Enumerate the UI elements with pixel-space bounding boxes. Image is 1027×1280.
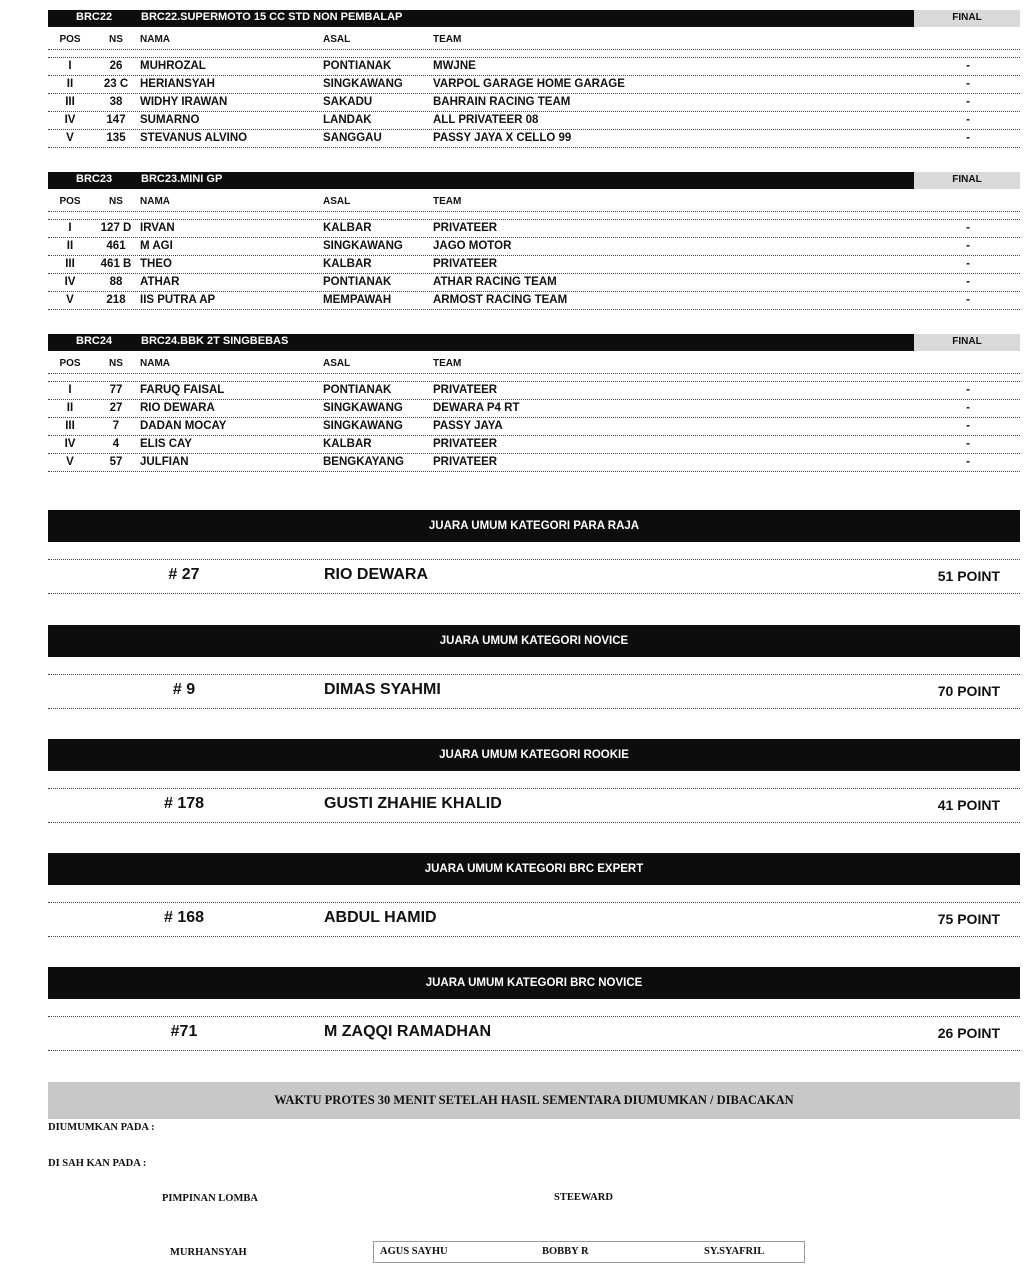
table-row bbox=[48, 94, 1020, 112]
champion-brc-novice bbox=[48, 967, 1020, 1051]
table-row bbox=[48, 292, 1020, 310]
cell-points: - bbox=[966, 456, 970, 468]
cell-asal: SANGGAU bbox=[323, 132, 382, 144]
cell-nama: MUHROZAL bbox=[140, 60, 206, 72]
cell-asal: SINGKAWANG bbox=[323, 240, 403, 252]
cell-points: - bbox=[966, 114, 970, 126]
cell-ns: 38 bbox=[109, 96, 123, 108]
champion-points: 26 POINT bbox=[937, 1025, 1000, 1041]
cell-team: ATHAR RACING TEAM bbox=[433, 276, 557, 288]
cell-asal: KALBAR bbox=[323, 258, 372, 270]
cell-points: - bbox=[966, 438, 970, 450]
cell-points: - bbox=[966, 222, 970, 234]
race-header bbox=[48, 10, 1020, 27]
steward-name: AGUS SAYHU bbox=[380, 1246, 448, 1257]
cell-pos: I bbox=[68, 384, 72, 396]
announced-label: DIUMUMKAN PADA : bbox=[48, 1122, 155, 1133]
cell-team: PRIVATEER bbox=[433, 384, 498, 396]
race-name: BRC24.BBK 2T SINGBEBAS bbox=[141, 335, 289, 347]
header-team: TEAM bbox=[433, 34, 462, 45]
race-code: BRC23 bbox=[76, 173, 113, 185]
cell-asal: SINGKAWANG bbox=[323, 402, 403, 414]
table-row bbox=[48, 256, 1020, 274]
header-ns: NS bbox=[109, 196, 123, 207]
race-name: BRC23.MINI GP bbox=[141, 173, 223, 185]
table-row bbox=[48, 238, 1020, 256]
cell-asal: PONTIANAK bbox=[323, 276, 392, 288]
champion-title: JUARA UMUM KATEGORI PARA RAJA bbox=[48, 510, 1020, 542]
race-header bbox=[48, 334, 1020, 351]
champion-entry bbox=[48, 1017, 1020, 1051]
race-results-brc23 bbox=[48, 172, 1020, 310]
cell-pos: III bbox=[65, 258, 75, 270]
cell-ns: 77 bbox=[109, 384, 123, 396]
cell-pos: II bbox=[66, 240, 74, 252]
header-asal: ASAL bbox=[323, 358, 351, 369]
champion-points: 75 POINT bbox=[937, 911, 1000, 927]
race-results-brc24 bbox=[48, 334, 1020, 472]
cell-nama: RIO DEWARA bbox=[140, 402, 215, 414]
cell-pos: II bbox=[66, 402, 74, 414]
cell-ns: 218 bbox=[106, 294, 126, 306]
cell-ns: 461 bbox=[106, 240, 126, 252]
column-headers bbox=[48, 192, 1020, 212]
cell-team: ARMOST RACING TEAM bbox=[433, 294, 568, 306]
cell-nama: FARUQ FAISAL bbox=[140, 384, 225, 396]
cell-ns: 26 bbox=[109, 60, 123, 72]
steward-name: SY.SYAFRIL bbox=[704, 1246, 765, 1257]
cell-asal: KALBAR bbox=[323, 438, 372, 450]
cell-asal: PONTIANAK bbox=[323, 60, 392, 72]
cell-ns: 127 D bbox=[100, 222, 132, 234]
cell-nama: SUMARNO bbox=[140, 114, 200, 126]
cell-team: ALL PRIVATEER 08 bbox=[433, 114, 539, 126]
race-status: FINAL bbox=[914, 10, 1020, 27]
cell-nama: WIDHY IRAWAN bbox=[140, 96, 228, 108]
header-nama: NAMA bbox=[140, 196, 170, 207]
cell-team: PRIVATEER bbox=[433, 258, 498, 270]
champion-novice bbox=[48, 625, 1020, 709]
cell-nama: M AGI bbox=[140, 240, 173, 252]
champion-entry bbox=[48, 675, 1020, 709]
cell-team: DEWARA P4 RT bbox=[433, 402, 520, 414]
header-pos: POS bbox=[59, 196, 81, 207]
cell-points: - bbox=[966, 276, 970, 288]
cell-nama: HERIANSYAH bbox=[140, 78, 215, 90]
champion-entry bbox=[48, 560, 1020, 594]
cell-points: - bbox=[966, 60, 970, 72]
cell-nama: THEO bbox=[140, 258, 172, 270]
cell-team: JAGO MOTOR bbox=[433, 240, 512, 252]
race-director-name: MURHANSYAH bbox=[170, 1247, 247, 1258]
table-row bbox=[48, 274, 1020, 292]
champion-number: # 9 bbox=[172, 681, 196, 698]
champion-points: 70 POINT bbox=[937, 683, 1000, 699]
table-row bbox=[48, 382, 1020, 400]
cell-team: PASSY JAYA X CELLO 99 bbox=[433, 132, 572, 144]
cell-pos: V bbox=[66, 294, 74, 306]
header-asal: ASAL bbox=[323, 34, 351, 45]
header-pos: POS bbox=[59, 34, 81, 45]
header-asal: ASAL bbox=[323, 196, 351, 207]
cell-ns: 88 bbox=[109, 276, 123, 288]
cell-ns: 57 bbox=[109, 456, 123, 468]
cell-nama: ATHAR bbox=[140, 276, 180, 288]
champion-number: # 168 bbox=[163, 909, 205, 926]
cell-team: VARPOL GARAGE HOME GARAGE bbox=[433, 78, 625, 90]
race-header bbox=[48, 172, 1020, 189]
cell-points: - bbox=[966, 96, 970, 108]
header-pos: POS bbox=[59, 358, 81, 369]
cell-nama: IIS PUTRA AP bbox=[140, 294, 216, 306]
cell-points: - bbox=[966, 294, 970, 306]
table-row bbox=[48, 58, 1020, 76]
cell-pos: I bbox=[68, 222, 72, 234]
cell-asal: BENGKAYANG bbox=[323, 456, 404, 468]
header-team: TEAM bbox=[433, 358, 462, 369]
champion-brc-expert bbox=[48, 853, 1020, 937]
champion-title: JUARA UMUM KATEGORI BRC NOVICE bbox=[48, 967, 1020, 999]
race-director-label: PIMPINAN LOMBA bbox=[162, 1193, 258, 1204]
champion-title: JUARA UMUM KATEGORI ROOKIE bbox=[48, 739, 1020, 771]
cell-asal: SINGKAWANG bbox=[323, 420, 403, 432]
cell-ns: 147 bbox=[106, 114, 126, 126]
champion-para-raja bbox=[48, 510, 1020, 594]
cell-team: MWJNE bbox=[433, 60, 476, 72]
race-code: BRC24 bbox=[76, 335, 113, 347]
cell-points: - bbox=[966, 240, 970, 252]
race-results-brc22 bbox=[48, 10, 1020, 148]
champion-entry bbox=[48, 789, 1020, 823]
champion-number: # 27 bbox=[168, 566, 200, 583]
cell-pos: V bbox=[66, 456, 74, 468]
cell-nama: IRVAN bbox=[140, 222, 175, 234]
steward-label: STEEWARD bbox=[554, 1192, 613, 1203]
cell-asal: PONTIANAK bbox=[323, 384, 392, 396]
champion-title: JUARA UMUM KATEGORI BRC EXPERT bbox=[48, 853, 1020, 885]
cell-nama: ELIS CAY bbox=[140, 438, 192, 450]
column-headers bbox=[48, 30, 1020, 50]
race-name: BRC22.SUPERMOTO 15 CC STD NON PEMBALAP bbox=[141, 11, 403, 23]
champion-number: # 178 bbox=[163, 795, 205, 812]
cell-asal: KALBAR bbox=[323, 222, 372, 234]
cell-pos: III bbox=[65, 96, 75, 108]
race-status: FINAL bbox=[914, 334, 1020, 351]
cell-points: - bbox=[966, 384, 970, 396]
cell-ns: 7 bbox=[112, 420, 120, 432]
cell-points: - bbox=[966, 258, 970, 270]
cell-nama: STEVANUS ALVINO bbox=[140, 132, 248, 144]
table-row bbox=[48, 130, 1020, 148]
cell-team: PRIVATEER bbox=[433, 222, 498, 234]
cell-pos: I bbox=[68, 60, 72, 72]
header-team: TEAM bbox=[433, 196, 462, 207]
race-status: FINAL bbox=[914, 172, 1020, 189]
champion-entry bbox=[48, 903, 1020, 937]
cell-asal: MEMPAWAH bbox=[323, 294, 392, 306]
race-code: BRC22 bbox=[76, 11, 113, 23]
table-row bbox=[48, 112, 1020, 130]
cell-asal: SINGKAWANG bbox=[323, 78, 403, 90]
cell-ns: 27 bbox=[109, 402, 123, 414]
cell-pos: IV bbox=[64, 114, 76, 126]
header-nama: NAMA bbox=[140, 34, 170, 45]
header-ns: NS bbox=[109, 358, 123, 369]
table-row bbox=[48, 454, 1020, 472]
table-row bbox=[48, 400, 1020, 418]
champion-name: ABDUL HAMID bbox=[324, 909, 437, 926]
champion-name: DIMAS SYAHMI bbox=[324, 681, 441, 698]
table-row bbox=[48, 220, 1020, 238]
protest-notice: WAKTU PROTES 30 MENIT SETELAH HASIL SEMENTARA DIUMUMKAN / DIBACAKAN bbox=[48, 1082, 1020, 1119]
champion-points: 41 POINT bbox=[937, 797, 1000, 813]
header-ns: NS bbox=[109, 34, 123, 45]
cell-pos: IV bbox=[64, 276, 76, 288]
cell-team: BAHRAIN RACING TEAM bbox=[433, 96, 571, 108]
cell-pos: III bbox=[65, 420, 75, 432]
cell-asal: LANDAK bbox=[323, 114, 372, 126]
header-nama: NAMA bbox=[140, 358, 170, 369]
champion-name: RIO DEWARA bbox=[324, 566, 428, 583]
cell-ns: 461 B bbox=[100, 258, 132, 270]
table-row bbox=[48, 418, 1020, 436]
cell-team: PASSY JAYA bbox=[433, 420, 503, 432]
table-row bbox=[48, 76, 1020, 94]
cell-pos: II bbox=[66, 78, 74, 90]
champion-rookie bbox=[48, 739, 1020, 823]
champion-title: JUARA UMUM KATEGORI NOVICE bbox=[48, 625, 1020, 657]
cell-team: PRIVATEER bbox=[433, 456, 498, 468]
champion-points: 51 POINT bbox=[937, 568, 1000, 584]
champion-name: M ZAQQI RAMADHAN bbox=[324, 1023, 492, 1040]
champion-number: #71 bbox=[170, 1023, 198, 1040]
column-headers bbox=[48, 354, 1020, 374]
cell-pos: IV bbox=[64, 438, 76, 450]
cell-team: PRIVATEER bbox=[433, 438, 498, 450]
cell-points: - bbox=[966, 78, 970, 90]
cell-nama: JULFIAN bbox=[140, 456, 189, 468]
cell-points: - bbox=[966, 420, 970, 432]
cell-nama: DADAN MOCAY bbox=[140, 420, 227, 432]
steward-signatures bbox=[373, 1241, 805, 1263]
approved-label: DI SAH KAN PADA : bbox=[48, 1158, 147, 1169]
cell-points: - bbox=[966, 132, 970, 144]
steward-name: BOBBY R bbox=[542, 1246, 589, 1257]
cell-ns: 135 bbox=[106, 132, 126, 144]
cell-pos: V bbox=[66, 132, 74, 144]
cell-asal: SAKADU bbox=[323, 96, 373, 108]
cell-ns: 4 bbox=[112, 438, 120, 450]
cell-points: - bbox=[966, 402, 970, 414]
table-row bbox=[48, 436, 1020, 454]
champion-name: GUSTI ZHAHIE KHALID bbox=[324, 795, 502, 812]
cell-ns: 23 C bbox=[103, 78, 129, 90]
